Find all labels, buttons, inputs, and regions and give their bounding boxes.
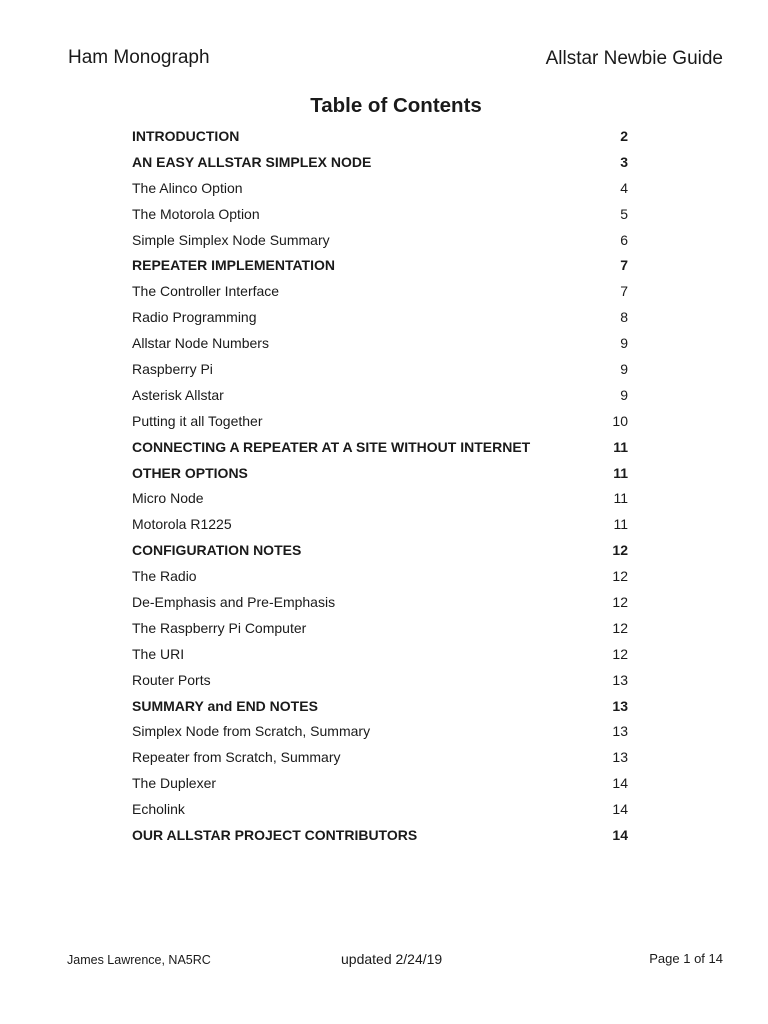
toc-entry[interactable] (132, 770, 628, 796)
toc-entry-page: 6 (620, 231, 628, 248)
toc-entry-page: 12 (612, 568, 628, 585)
toc-entry-title: Putting it all Together (132, 412, 263, 429)
toc-entry-title: The Controller Interface (132, 283, 280, 300)
toc-entry[interactable] (132, 330, 628, 356)
toc-entry-title: Echolink (132, 801, 185, 818)
toc-entry-title: Motorola R1225 (132, 516, 232, 533)
toc-entry-page: 14 (612, 826, 628, 843)
toc-entry-title: OUR ALLSTAR PROJECT CONTRIBUTORS (132, 826, 418, 843)
toc-entry-title: The Duplexer (132, 775, 217, 792)
toc-entry-page: 12 (612, 593, 628, 610)
footer-author: James Lawrence, NA5RC (67, 953, 211, 967)
toc-entry[interactable] (132, 382, 628, 408)
toc-entry[interactable] (132, 822, 628, 848)
header-doc-title: Allstar Newbie Guide (545, 48, 723, 69)
toc-entry-page: 12 (612, 645, 628, 662)
toc-entry[interactable] (132, 537, 628, 563)
toc-entry-title: The Raspberry Pi Computer (132, 619, 307, 636)
table-of-contents (132, 123, 628, 848)
footer-page-number: Page 1 of 14 (649, 951, 723, 966)
toc-entry[interactable] (132, 485, 628, 511)
toc-entry-page: 7 (620, 257, 628, 274)
toc-entry-page: 12 (612, 619, 628, 636)
toc-entry-page: 7 (620, 283, 628, 300)
toc-entry[interactable] (132, 511, 628, 537)
toc-entry-page: 14 (612, 775, 628, 792)
toc-entry-title: AN EASY ALLSTAR SIMPLEX NODE (132, 153, 372, 170)
toc-entry-page: 9 (620, 386, 628, 403)
toc-entry-title: The Alinco Option (132, 179, 243, 196)
toc-entry[interactable] (132, 149, 628, 175)
toc-entry-page: 13 (612, 697, 628, 714)
toc-entry[interactable] (132, 718, 628, 744)
toc-entry-title: Repeater from Scratch, Summary (132, 749, 341, 766)
toc-entry[interactable] (132, 641, 628, 667)
toc-entry-page: 3 (620, 153, 628, 170)
toc-entry[interactable] (132, 123, 628, 149)
toc-entry[interactable] (132, 252, 628, 278)
toc-entry[interactable] (132, 356, 628, 382)
toc-entry[interactable] (132, 693, 628, 719)
toc-entry-title: INTRODUCTION (132, 127, 240, 144)
toc-entry-title: Micro Node (132, 490, 204, 507)
toc-entry-page: 11 (613, 464, 628, 481)
toc-entry-title: The Radio (132, 568, 197, 585)
toc-entry[interactable] (132, 434, 628, 460)
toc-entry-page: 14 (612, 801, 628, 818)
toc-entry-page: 4 (620, 179, 628, 196)
toc-entry[interactable] (132, 589, 628, 615)
toc-entry-title: OTHER OPTIONS (132, 464, 248, 481)
toc-entry-page: 10 (612, 412, 628, 429)
toc-entry-title: Radio Programming (132, 309, 257, 326)
header-doc-series: Ham Monograph (68, 47, 210, 68)
toc-entry-title: Raspberry Pi (132, 360, 213, 377)
footer-updated-date: updated 2/24/19 (341, 951, 443, 967)
toc-entry-page: 11 (613, 490, 628, 507)
toc-entry-page: 11 (613, 516, 628, 533)
toc-entry-page: 11 (613, 438, 628, 455)
toc-entry[interactable] (132, 278, 628, 304)
toc-entry-page: 9 (620, 360, 628, 377)
toc-entry[interactable] (132, 408, 628, 434)
toc-entry-title: Simplex Node from Scratch, Summary (132, 723, 371, 740)
toc-entry-title: The Motorola Option (132, 205, 260, 222)
toc-entry-title: Router Ports (132, 671, 211, 688)
toc-entry[interactable] (132, 227, 628, 253)
page-title: Table of Contents (310, 94, 482, 117)
toc-entry[interactable] (132, 201, 628, 227)
toc-entry[interactable] (132, 796, 628, 822)
toc-entry-title: CONFIGURATION NOTES (132, 542, 302, 559)
toc-entry-page: 2 (620, 127, 628, 144)
toc-entry[interactable] (132, 304, 628, 330)
toc-entry-title: CONNECTING A REPEATER AT A SITE WITHOUT INTERNET (132, 438, 531, 455)
toc-entry-title: REPEATER IMPLEMENTATION (132, 257, 335, 274)
toc-entry[interactable] (132, 744, 628, 770)
toc-entry-title: De-Emphasis and Pre-Emphasis (132, 593, 336, 610)
toc-entry-page: 13 (612, 723, 628, 740)
toc-entry[interactable] (132, 460, 628, 486)
toc-entry-title: SUMMARY and END NOTES (132, 697, 318, 714)
toc-entry-title: Simple Simplex Node Summary (132, 231, 330, 248)
toc-entry-page: 8 (620, 309, 628, 326)
toc-entry-page: 13 (612, 671, 628, 688)
toc-entry-title: Allstar Node Numbers (132, 335, 269, 352)
toc-entry-page: 9 (620, 335, 628, 352)
toc-entry-page: 13 (612, 749, 628, 766)
toc-entry-page: 12 (612, 542, 628, 559)
toc-entry-title: Asterisk Allstar (132, 386, 224, 403)
toc-entry[interactable] (132, 667, 628, 693)
toc-entry-title: The URI (132, 645, 185, 662)
toc-entry-page: 5 (620, 205, 628, 222)
toc-entry[interactable] (132, 563, 628, 589)
toc-entry[interactable] (132, 175, 628, 201)
toc-entry[interactable] (132, 615, 628, 641)
